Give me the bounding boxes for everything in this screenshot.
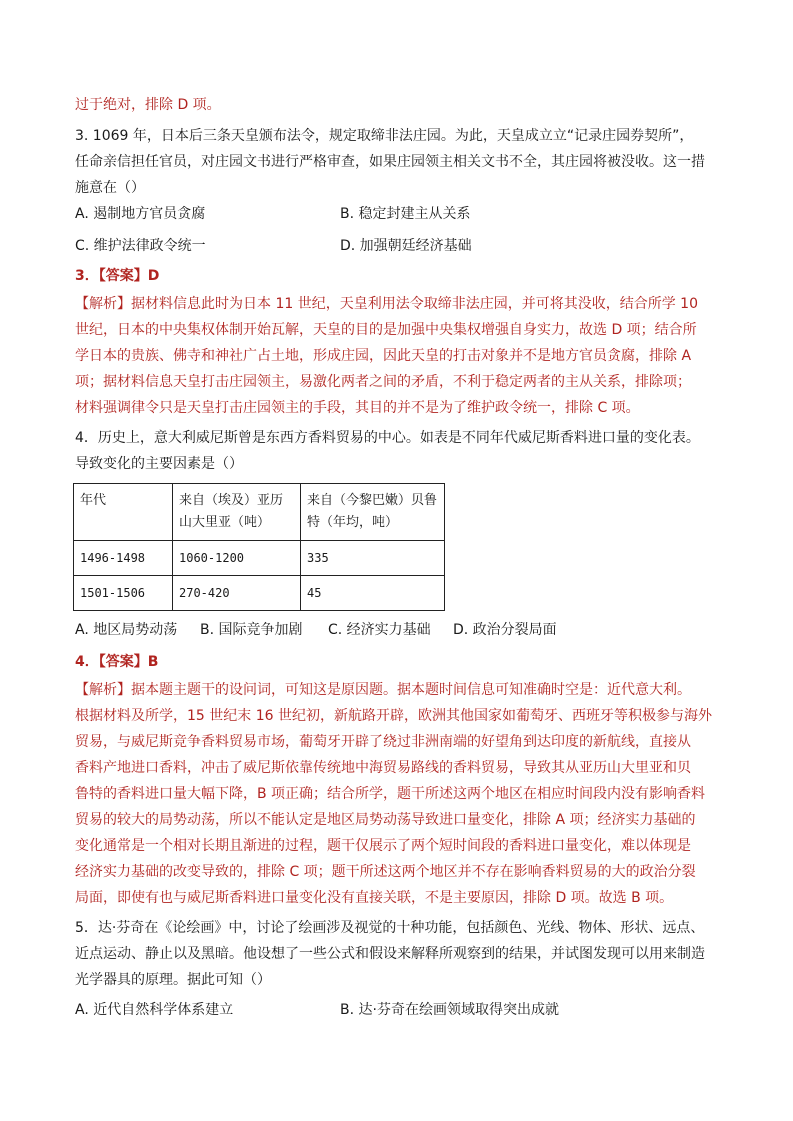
q4-analysis-line-1: 【解析】据本题主题干的设问词，可知这是原因题。据本题时间信息可知准确时空是：近代意大利。 bbox=[75, 682, 691, 698]
q3-stem-line-2: 任命亲信担任官员，对庄园文书进行严格审查，如果庄园领主相关文书不全，其庄园将被没收。这一措 bbox=[75, 154, 705, 170]
table-header-cell: 来自（今黎巴嫩）贝鲁特（年均，吨） bbox=[301, 484, 445, 541]
q4-analysis-line-5: 鲁特的香料进口量大幅下降，B 项正确；结合所学，题干所述这两个地区在相应时间段内没有影响香料 bbox=[75, 786, 706, 802]
table-cell: 45 bbox=[301, 576, 445, 611]
q3-analysis-line-4: 项；据材料信息天皇打击庄园领主，易激化两者之间的矛盾，不利于稳定两者的主从关系，排除项； bbox=[75, 374, 691, 390]
table-cell: 1060-1200 bbox=[173, 541, 301, 576]
q3-analysis-line-3: 学日本的贵族、佛寺和神社广占土地，形成庄园，因此天皇的打击对象并不是地方官员贪腐，排除 A bbox=[75, 348, 692, 364]
q4-option-b: B. 国际竞争加剧 bbox=[200, 622, 303, 638]
table-row bbox=[74, 576, 445, 611]
table-header-cell: 年代 bbox=[74, 484, 173, 541]
table-cell: 270-420 bbox=[173, 576, 301, 611]
q4-analysis-line-6: 贸易的较大的局势动荡，所以不能认定是地区局势动荡导致进口量变化，排除 A 项；经济实力基础的 bbox=[75, 812, 696, 828]
q5-stem-line-1: 5．达·芬奇在《论绘画》中，讨论了绘画涉及视觉的十种功能，包括颜色、光线、物体、形状、远点、 bbox=[75, 920, 705, 936]
q3-option-b: B. 稳定封建主从关系 bbox=[340, 206, 471, 222]
q5-stem-line-3: 光学器具的原理。据此可知（） bbox=[75, 972, 271, 988]
q4-analysis-line-8: 经济实力基础的改变导致的，排除 C 项；题干所述这两个地区并不存在影响香料贸易的大的政治分裂 bbox=[75, 864, 696, 880]
q4-analysis-line-4: 香料产地进口香料，冲击了威尼斯依靠传统地中海贸易路线的香料贸易，导致其从亚历山大里亚和贝 bbox=[75, 760, 691, 776]
table-cell: 1501-1506 bbox=[74, 576, 173, 611]
table-header-row bbox=[74, 484, 445, 541]
q4-analysis-line-2: 根据材料及所学，15 世纪末 16 世纪初，新航路开辟，欧洲其他国家如葡萄牙、西班牙等积极参与海外 bbox=[75, 708, 712, 724]
table-header-cell: 来自（埃及）亚历山大里亚（吨） bbox=[173, 484, 301, 541]
q4-option-c: C. 经济实力基础 bbox=[328, 622, 431, 638]
spice-import-table bbox=[73, 483, 445, 611]
q5-option-a: A. 近代自然科学体系建立 bbox=[75, 1002, 234, 1018]
q3-option-d: D. 加强朝廷经济基础 bbox=[340, 238, 472, 254]
q3-analysis-line-2: 世纪，日本的中央集权体制开始瓦解，天皇的目的是加强中央集权增强自身实力，故选 D 项；结合所 bbox=[75, 322, 697, 338]
q3-answer: 3．【答案】D bbox=[75, 268, 160, 284]
q5-option-b: B. 达·芬奇在绘画领域取得突出成就 bbox=[340, 1002, 559, 1018]
q4-stem-line-1: 4．历史上，意大利威尼斯曾是东西方香料贸易的中心。如表是不同年代威尼斯香料进口量的变化表。 bbox=[75, 430, 700, 446]
q3-option-c: C. 维护法律政令统一 bbox=[75, 238, 206, 254]
q3-stem-line-3: 施意在（） bbox=[75, 180, 145, 196]
q4-analysis-line-3: 贸易，与威尼斯竞争香料贸易市场，葡萄牙开辟了绕过非洲南端的好望角到达印度的新航线，直接从 bbox=[75, 734, 691, 750]
q3-analysis-line-5: 材料强调律令只是天皇打击庄园领主的手段，其目的并不是为了维护政令统一，排除 C 项。 bbox=[75, 400, 640, 416]
q4-stem-line-2: 导致变化的主要因素是（） bbox=[75, 456, 243, 472]
q4-answer: 4．【答案】B bbox=[75, 654, 159, 670]
q3-analysis-line-1: 【解析】据材料信息此时为日本 11 世纪，天皇利用法令取缔非法庄园，并可将其没收，结合所学 10 bbox=[75, 296, 698, 312]
q4-analysis-line-7: 变化通常是一个相对长期且渐进的过程，题干仅展示了两个短时间段的香料进口量变化，难以体现是 bbox=[75, 838, 691, 854]
table-cell: 335 bbox=[301, 541, 445, 576]
q3-stem-line-1: 3. 1069 年，日本后三条天皇颁布法令，规定取缔非法庄园。为此，天皇成立立“记录庄园券契所”， bbox=[75, 128, 694, 144]
q4-option-a: A. 地区局势动荡 bbox=[75, 622, 178, 638]
q3-option-a: A. 遏制地方官员贪腐 bbox=[75, 206, 206, 222]
q4-option-d: D. 政治分裂局面 bbox=[453, 622, 557, 638]
table-row bbox=[74, 541, 445, 576]
previous-analysis-tail: 过于绝对，排除 D 项。 bbox=[75, 97, 221, 113]
q4-analysis-line-9: 局面，即使有也与威尼斯香料进口量变化没有直接关联，不是主要原因，排除 D 项。故选 B 项。 bbox=[75, 890, 674, 906]
q5-stem-line-2: 近点运动、静止以及黑暗。他设想了一些公式和假设来解释所观察到的结果，并试图发现可以用来制造 bbox=[75, 946, 705, 962]
table-cell: 1496-1498 bbox=[74, 541, 173, 576]
